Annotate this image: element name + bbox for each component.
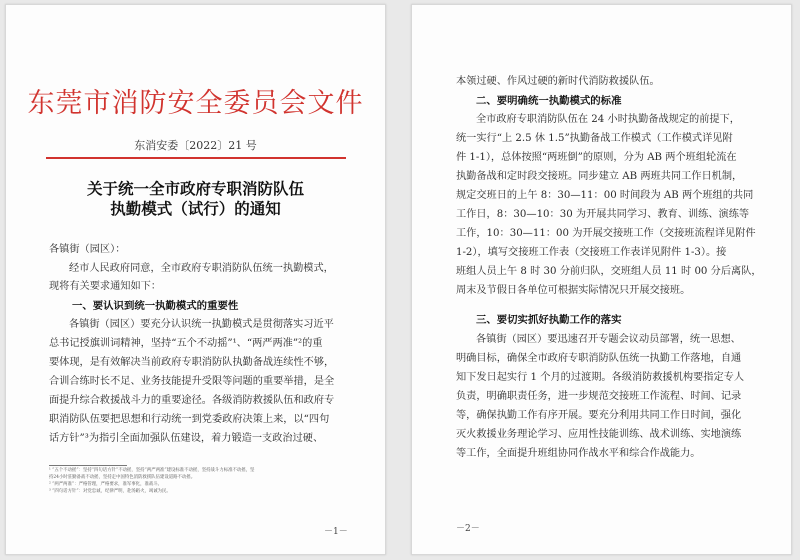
footnote: ³ “四句话方针”：对党忠诚，纪律严明，赴汤蹈火，竭诚为民。 [49,489,171,494]
body-line: 执勤备战和定时段交接班。同步建立 AB 两班共同工作日机制， [456,171,743,182]
footnote: 持24小时驻勤备战不动摇，坚持走中国特色消防救援队伍建设道路不动摇。 [49,475,196,480]
intro-line: 现将有关要求通知如下： [49,281,162,292]
footnote: ² “两严两准”：严格管理，严格要求，准军事化，准战斗。 [49,482,163,487]
page-number: －1－ [324,527,348,537]
section-2-heading: 二、要明确统一执勤模式的标准 [476,95,622,107]
body-line: 1-2），填写交接班工作表（交接班工作表详见附件 1-3）。接 [456,247,727,258]
body-line: 件 1-1），总体按照“两班倒”的原则，分为 AB 两个班组轮流在 [456,152,737,163]
body-line: 总书记授旗训词精神，坚持“五个不动摇”¹、“两严两准”²的重 [49,338,323,349]
salutation: 各镇街（园区）： [49,244,126,255]
notice-title-line-1: 关于统一全市政府专职消防队伍 [86,179,304,198]
body-line: 话方针”³为指引全面加强队伍建设，着力锻造一支政治过硬、 [49,433,324,444]
body-line: 规定交班日的上午 8：30—11：00 时间段为 AB 两个班组的共同 [456,190,754,201]
body-line: 知下发日起实行 1 个月的过渡期。各级消防救援机构要指定专人 [456,372,745,383]
continuation-line: 本领过硬、作风过硬的新时代消防救援队伍。 [456,76,660,87]
body-line: 各镇街（园区）要迅速召开专题会议动员部署，统一思想、 [476,334,741,345]
document-number: 东消安委〔2022〕21 号 [134,139,257,152]
document-page-2 [411,4,792,555]
body-line: 各镇街（园区）要充分认识统一执勤模式是贯彻落实习近平 [69,319,334,330]
document-page-1 [5,4,386,555]
body-line: 工作日，8：30—10：30 为开展共同学习、教育、训练、演练等 [456,209,750,220]
body-line: 全市政府专职消防队伍在 24 小时执勤备战规定的前提下， [476,114,740,125]
footnote-separator [49,465,127,466]
body-line: 周末及节假日各单位可根据实际情况只开展交接班。 [456,285,691,296]
body-line: 等工作，全面提升班组协同作战水平和综合作战能力。 [456,448,701,459]
body-line: 班组人员上午 8 时 30 分前归队，交班组人员 11 时 00 分后离队， [456,266,762,277]
body-line: 负责，明确职责任务，进一步规范交接班工作流程、时间、记录 [456,391,742,402]
red-divider-line [46,157,346,159]
footnote: ¹ “五个不动摇”：坚持“四句话方针”不动摇，坚持“两严两准”建设标准不动摇，坚持战斗力标准不动摇，坚 [49,468,255,473]
body-line: 明确目标，确保全市政府专职消防队伍统一执勤工作落地，自通 [456,353,742,364]
intro-line: 经市人民政府同意，全市政府专职消防队伍统一执勤模式， [69,263,334,274]
body-line: 工作，10：30—11：00 为开展交接班工作（交接班流程详见附件 [456,228,756,239]
page-number: －2－ [456,524,480,534]
body-line: 灭火救援业务理论学习、应用性技能训练、战术训练、实地演练 [456,429,742,440]
body-line: 等，确保执勤工作有序开展。要充分利用共同工作日时间，强化 [456,410,742,421]
body-line: 面提升综合救援战斗力的重要途径。各级消防救援队伍和政府专 [49,395,335,406]
body-line: 要体现，是有效解决当前政府专职消防队执勤备战连续性不够， [49,357,335,368]
body-line: 合训合练时长不足、业务技能提升受限等问题的重要举措，是全 [49,376,335,387]
body-line: 职消防队伍要把思想和行动统一到党委政府决策上来，以“四句 [49,414,330,425]
red-header: 东莞市消防安全委员会文件 [27,88,364,119]
section-1-heading: 一、要认识到统一执勤模式的重要性 [72,300,239,312]
notice-title-line-2: 执勤模式（试行）的通知 [110,199,281,218]
section-3-heading: 三、要切实抓好执勤工作的落实 [476,314,622,326]
body-line: 统一实行“上 2.5 休 1.5”执勤备战工作模式（工作模式详见附 [456,133,733,144]
